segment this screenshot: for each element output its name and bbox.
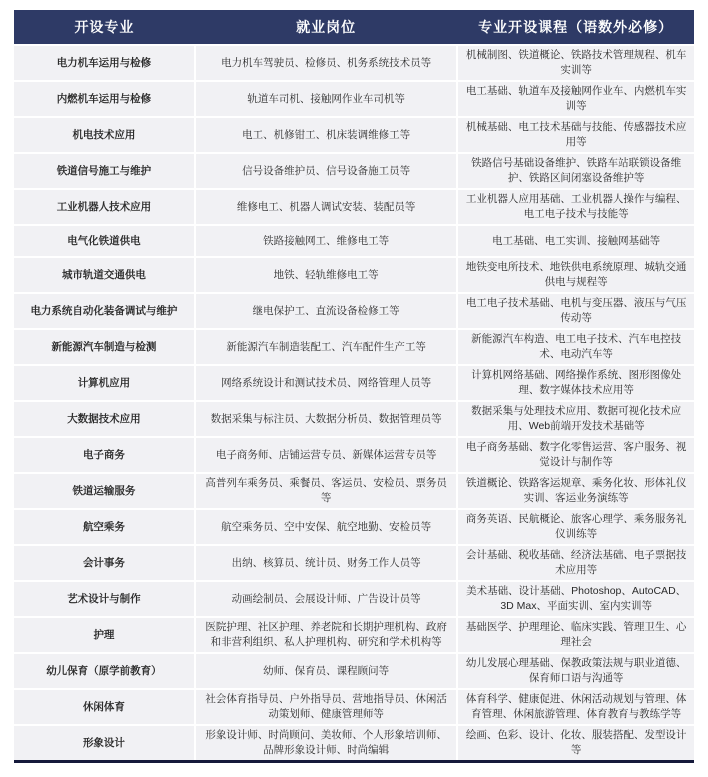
table-row [14,117,694,153]
courses-cell: 新能源汽车构造、电工电子技术、汽车电控技术、电动汽车等 [457,329,694,365]
courses-cell: 电工基础、电工实训、接触网基础等 [457,225,694,257]
major-cell: 幼儿保育（原学前教育） [14,653,195,689]
major-cell: 新能源汽车制造与检测 [14,329,195,365]
courses-cell: 计算机网络基础、网络操作系统、图形图像处理、数字媒体技术应用等 [457,365,694,401]
jobs-cell: 铁路接触网工、维修电工等 [195,225,457,257]
table-row [14,293,694,329]
table-header [14,10,694,45]
jobs-cell: 社会体育指导员、户外指导员、营地指导员、休闲活动策划师、健康管理师等 [195,689,457,725]
major-cell: 形象设计 [14,725,195,762]
jobs-cell: 网络系统设计和测试技术员、网络管理人员等 [195,365,457,401]
courses-cell: 幼儿发展心理基础、保教政策法规与职业道德、保育师口语与沟通等 [457,653,694,689]
major-cell: 电力机车运用与检修 [14,45,195,81]
major-cell: 铁道信号施工与维护 [14,153,195,189]
jobs-cell: 信号设备维护员、信号设备施工员等 [195,153,457,189]
table-row [14,653,694,689]
majors-table [14,10,694,763]
table-row [14,401,694,437]
table-row [14,257,694,293]
major-cell: 电子商务 [14,437,195,473]
courses-cell: 绘画、色彩、设计、化妆、服装搭配、发型设计等 [457,725,694,762]
table-row [14,437,694,473]
table-row [14,473,694,509]
table-row [14,81,694,117]
major-cell: 休闲体育 [14,689,195,725]
table-row [14,617,694,653]
courses-cell: 机械制图、铁道概论、铁路技术管理规程、机车实训等 [457,45,694,81]
major-cell: 计算机应用 [14,365,195,401]
header-courses: 专业开设课程（语数外必修） [457,10,694,45]
courses-cell: 电子商务基础、数字化零售运营、客户服务、视觉设计与制作等 [457,437,694,473]
courses-cell: 工业机器人应用基础、工业机器人操作与编程、电工电子技术与技能等 [457,189,694,225]
table-row [14,45,694,81]
courses-cell: 电工基础、轨道车及接触网作业车、内燃机车实训等 [457,81,694,117]
table-row [14,545,694,581]
jobs-cell: 地铁、轻轨维修电工等 [195,257,457,293]
courses-cell: 会计基础、税收基础、经济法基础、电子票据技术应用等 [457,545,694,581]
courses-cell: 铁道概论、铁路客运规章、乘务化妆、形体礼仪实训、客运业务演练等 [457,473,694,509]
courses-cell: 商务英语、民航概论、旅客心理学、乘务服务礼仪训练等 [457,509,694,545]
table-row [14,689,694,725]
jobs-cell: 高普列车乘务员、乘餐员、客运员、安检员、票务员等 [195,473,457,509]
major-cell: 机电技术应用 [14,117,195,153]
jobs-cell: 形象设计师、时尚顾问、美妆师、个人形象培训师、品牌形象设计师、时尚编辑 [195,725,457,762]
jobs-cell: 电力机车驾驶员、检修员、机务系统技术员等 [195,45,457,81]
major-cell: 护理 [14,617,195,653]
header-major: 开设专业 [14,10,195,45]
major-cell: 会计事务 [14,545,195,581]
courses-cell: 基础医学、护理理论、临床实践、管理卫生、心理社会 [457,617,694,653]
major-cell: 航空乘务 [14,509,195,545]
major-cell: 工业机器人技术应用 [14,189,195,225]
jobs-cell: 电工、机修钳工、机床装调维修工等 [195,117,457,153]
courses-cell: 地铁变电所技术、地铁供电系统原理、城轨交通供电与规程等 [457,257,694,293]
major-cell: 大数据技术应用 [14,401,195,437]
major-cell: 电气化铁道供电 [14,225,195,257]
table-row [14,365,694,401]
major-cell: 铁道运输服务 [14,473,195,509]
table-row [14,189,694,225]
table-row [14,225,694,257]
table-body [14,45,694,762]
jobs-cell: 出纳、核算员、统计员、财务工作人员等 [195,545,457,581]
courses-cell: 机械基础、电工技术基础与技能、传感器技术应用等 [457,117,694,153]
courses-cell: 电工电子技术基础、电机与变压器、液压与气压传动等 [457,293,694,329]
jobs-cell: 维修电工、机器人调试安装、装配员等 [195,189,457,225]
courses-cell: 体育科学、健康促进、休闲活动规划与管理、体育管理、休闲旅游管理、体育教育与教练学等 [457,689,694,725]
table-row [14,725,694,762]
jobs-cell: 动画绘制员、会展设计师、广告设计员等 [195,581,457,617]
header-jobs: 就业岗位 [195,10,457,45]
jobs-cell: 幼师、保育员、课程顾问等 [195,653,457,689]
jobs-cell: 航空乘务员、空中安保、航空地勤、安检员等 [195,509,457,545]
table-row [14,509,694,545]
jobs-cell: 轨道车司机、接触网作业车司机等 [195,81,457,117]
jobs-cell: 医院护理、社区护理、养老院和长期护理机构、政府和非营利组织、私人护理机构、研究和学术机构等 [195,617,457,653]
table-row [14,329,694,365]
jobs-cell: 继电保护工、直流设备检修工等 [195,293,457,329]
courses-cell: 铁路信号基础设备维护、铁路车站联锁设备维护、铁路区间闭塞设备维护等 [457,153,694,189]
jobs-cell: 电子商务师、店铺运营专员、新媒体运营专员等 [195,437,457,473]
jobs-cell: 数据采集与标注员、大数据分析员、数据管理员等 [195,401,457,437]
major-cell: 城市轨道交通供电 [14,257,195,293]
major-cell: 电力系统自动化装备调试与维护 [14,293,195,329]
table-row [14,153,694,189]
table-row [14,581,694,617]
major-cell: 内燃机车运用与检修 [14,81,195,117]
major-cell: 艺术设计与制作 [14,581,195,617]
courses-cell: 美术基础、设计基础、Photoshop、AutoCAD、3D Max、平面实训、室内实训等 [457,581,694,617]
jobs-cell: 新能源汽车制造装配工、汽车配件生产工等 [195,329,457,365]
courses-cell: 数据采集与处理技术应用、数据可视化技术应用、Web前端开发技术基础等 [457,401,694,437]
header-row [14,10,694,45]
